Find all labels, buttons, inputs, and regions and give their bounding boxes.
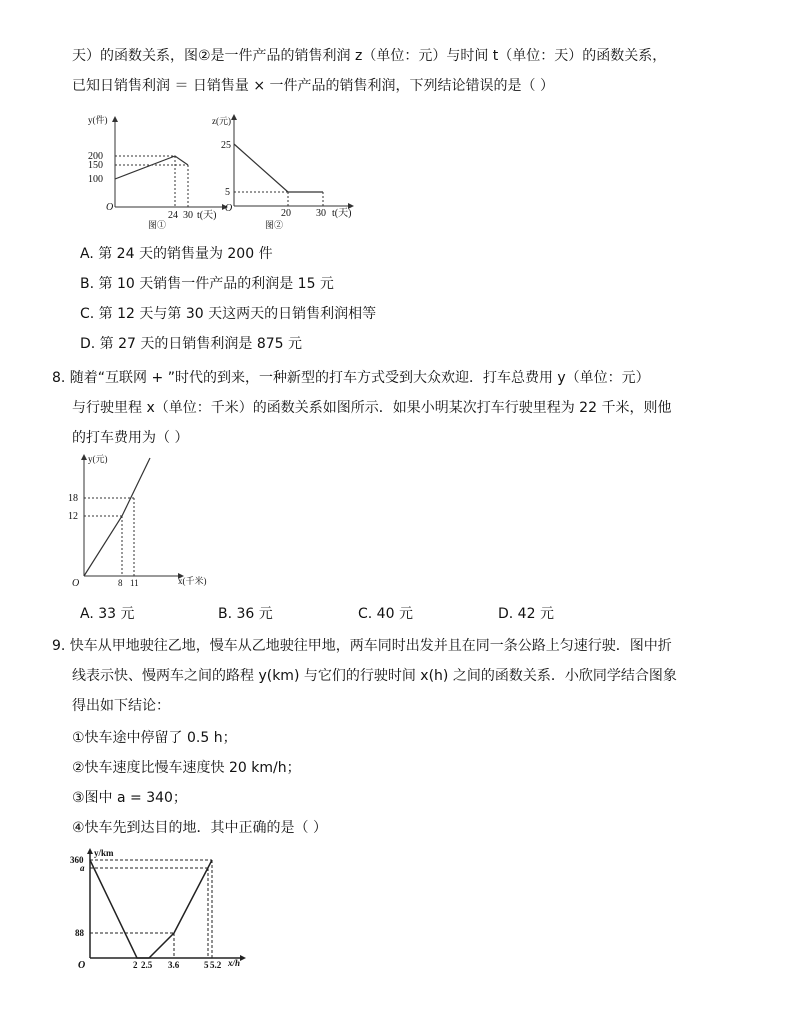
q7-fig2-x20: 20 [281, 208, 291, 219]
q7-fig1-origin: O [106, 202, 114, 213]
q7-fig2-y25: 25 [221, 140, 231, 151]
q8-option-b: B. 36 元 [218, 606, 273, 622]
q7-fig2-x30: 30 [316, 208, 326, 219]
q7-option-c: C. 第 12 天与第 30 天这两天的日销售利润相等 [80, 306, 377, 322]
q9-figure [70, 846, 260, 976]
q7-fig2-caption: 图② [265, 220, 284, 230]
q7-fig1-caption: 图① [148, 220, 167, 230]
q7-stem-line1: 天）的函数关系，图②是一件产品的销售利润 z（单位：元）与时间 t（单位：天）的函数关系， [72, 48, 667, 64]
q8-fig-origin: O [72, 578, 80, 589]
q7-option-a: A. 第 24 天的销售量为 200 件 [80, 246, 273, 262]
q7-option-b: B. 第 10 天销售一件产品的利润是 15 元 [80, 276, 334, 292]
q8-fig-x11: 11 [130, 578, 139, 588]
q9-fig-y88: 88 [75, 928, 84, 938]
q8-fig-y12: 12 [68, 511, 78, 522]
q8-fig-y18: 18 [68, 493, 78, 504]
q8-fig-x8: 8 [118, 578, 123, 588]
q7-fig1-ylabel: y(件) [88, 115, 108, 125]
q8-fig-ylabel: y(元) [88, 454, 108, 464]
q9-fig-x25: 2.5 [141, 960, 153, 970]
q7-fig1-y200: 200 [88, 151, 103, 162]
q7-fig1-x30: 30 [183, 210, 193, 221]
q9-fig-ylabel: y/km [94, 848, 114, 858]
q8-stem-line1: 8. 随着“互联网 + ”时代的到来，一种新型的打车方式受到大众欢迎．打车总费用 y（单位：元） [52, 370, 650, 386]
q9-fig-xlabel: x/h [228, 958, 241, 968]
q7-fig1-x24: 24 [168, 210, 178, 221]
q9-fig-x52: 5.2 [210, 960, 222, 970]
q9-stem-line1: 9. 快车从甲地驶往乙地，慢车从乙地驶往甲地，两车同时出发并且在同一条公路上匀速行驶．图中折 [52, 638, 672, 654]
q9-stem-line2: 线表示快、慢两车之间的路程 y(km) 与它们的行驶时间 x(h) 之间的函数关系．小欣同学结合图象 [72, 668, 677, 684]
q8-option-d: D. 42 元 [498, 606, 554, 622]
q7-fig1-y150: 150 [88, 160, 103, 171]
q7-stem-line2: 已知日销售利润 ＝ 日销售量 × 一件产品的销售利润，下列结论错误的是（ ） [72, 78, 554, 94]
q8-stem-line3: 的打车费用为（ ） [72, 430, 189, 446]
q7-fig1-y100: 100 [88, 174, 103, 185]
q9-fig-x2: 2 [133, 960, 138, 970]
q9-conclusion-3: ③图中 a = 340； [72, 790, 187, 806]
q7-fig2-origin: O [225, 203, 233, 214]
q8-fig-xlabel: x(千米) [178, 576, 207, 586]
q8-figure [62, 452, 222, 592]
q7-option-d: D. 第 27 天的日销售利润是 875 元 [80, 336, 303, 352]
q9-conclusion-2: ②快车速度比慢车速度快 20 km/h； [72, 760, 301, 776]
q8-option-c: C. 40 元 [358, 606, 413, 622]
q8-stem-line2: 与行驶里程 x（单位：千米）的函数关系如图所示．如果小明某次打车行驶里程为 22 千米，则他 [72, 400, 672, 416]
q9-conclusion-4: ④快车先到达目的地．其中正确的是（ ） [72, 820, 327, 836]
q7-figure-1 [80, 112, 233, 232]
q9-stem-line3: 得出如下结论： [72, 698, 170, 714]
q9-fig-x5: 5 [204, 960, 209, 970]
q8-option-a: A. 33 元 [80, 606, 135, 622]
q9-fig-y360: 360 [70, 855, 84, 865]
q7-fig2-y5: 5 [225, 187, 230, 198]
q9-fig-ya: a [80, 863, 85, 873]
q7-figure-2 [212, 108, 370, 232]
q7-fig2-ylabel: z(元) [212, 116, 231, 126]
q7-fig2-xlabel: t(天) [332, 208, 352, 219]
q9-fig-x36: 3.6 [168, 960, 180, 970]
q9-fig-origin: O [78, 960, 86, 971]
q7-fig1-xlabel: t(天) [197, 210, 217, 221]
q9-conclusion-1: ①快车途中停留了 0.5 h； [72, 730, 237, 746]
